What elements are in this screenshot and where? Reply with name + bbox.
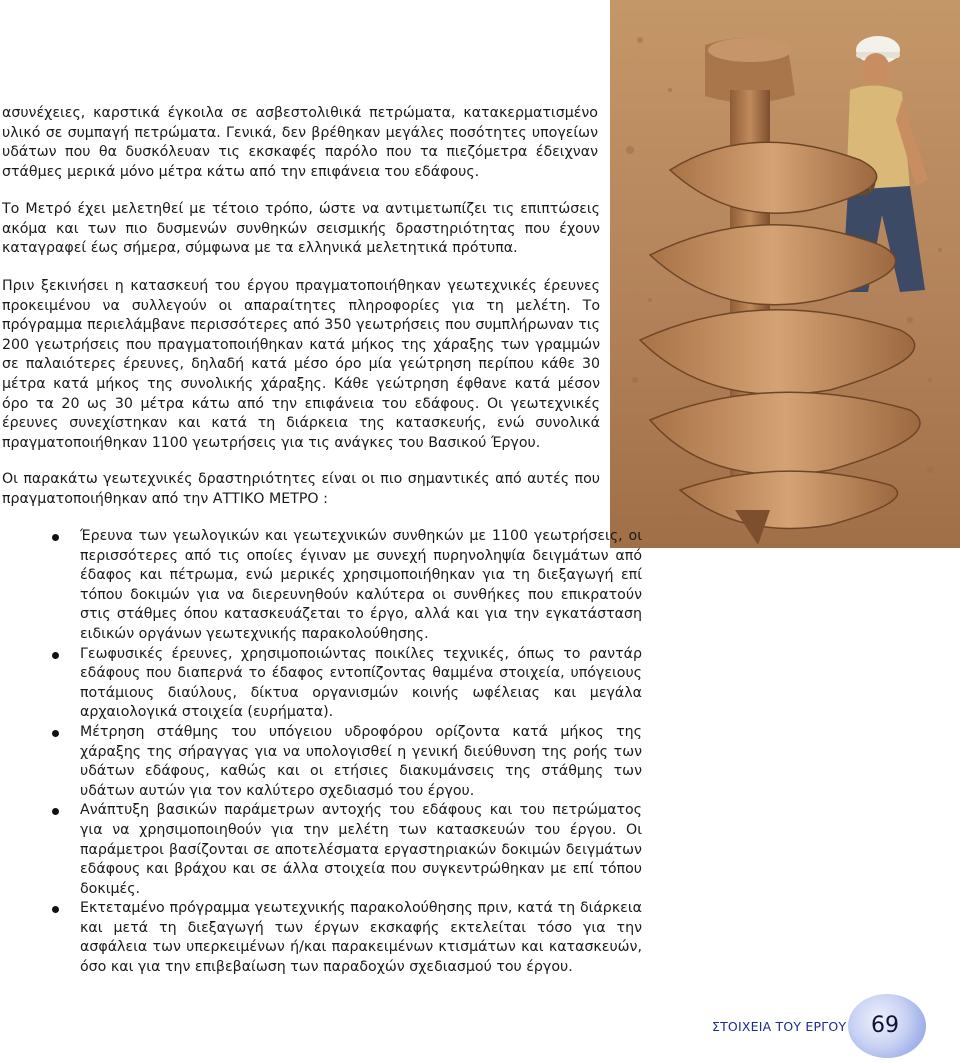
paragraph-geotechnical-surveys: Πριν ξεκινήσει η κατασκευή του έργου πραγματοποιήθηκαν γεωτεχνικές έρευνες προκειμένου να συλλεγούν οι απαραίτητες πληροφορίες για τη μελέτη. Το πρόγραμμα περιελάμβανε περισσότερες από 350 γεωτρήσεις που συμπλήρωναν τις 200 γεωτρήσεις που πραγματοποιήθηκαν κατά μήκος της χάραξης των γραμμών σε παλαιότερες έρευνες, δηλαδή κατά μέσο όρο μία γεώτρηση περίπου κάθε 30 μέτρα κατά μήκος της συνολικής χάραξης. Κάθε γεώτρηση έφθανε κατά μέσον όρο τα 20 ως 30 μέτρα κάτω από την επιφάνεια του εδάφους. Οι γεωτεχνικές έρευνες συνεχίστηκαν και κατά τη διάρκεια της κατασκευής, ενώ συνολικά πραγματοποιήθηκαν 1100 γεωτρήσεις για τις ανάγκες του Βασικού Έργου.	[2, 278, 600, 451]
auger-drill-icon	[610, 0, 960, 548]
paragraph-groundwater: ασυνέχειες, καρστικά έγκοιλα σε ασβεστολιθικά πετρώματα, κατακερματισμένο υλικό σε συμπαγή πετρώματα. Γενικά, δεν βρέθηκαν μεγάλες ποσότητες υπογείων υδάτων που θα δυσκόλευαν τις εκσκαφές παρόλο που τα πιεζόμετρα έδειχναν στάθμες μερικά μόνο μέτρα κάτω από την επιφάνεια του εδάφους.	[2, 105, 598, 180]
list-item	[0, 899, 642, 977]
paragraph-activities-intro: Οι παρακάτω γεωτεχνικές δραστηριότητες είναι οι πιο σημαντικές από αυτές που πραγματοποιήθηκαν από την ΑΤΤΙΚΟ ΜΕΤΡΟ :	[2, 471, 600, 507]
list-item	[0, 801, 642, 899]
list-item-text: Έρευνα των γεωλογικών και γεωτεχνικών συνθηκών με 1100 γεωτρήσεις, οι περισσότερες από τις οποίες έγιναν με συνεχή πυρηνοληψία δειγμάτων από έδαφος και πέτρωμα, ενώ μερικές χρησιμοποιήθηκαν για τη διεξαγωγή επί τόπου δοκιμών για να διερευνηθούν καλύτερα οι συνθήκες που επικρατούν στις στάθμες όπου κατασκευάζεται το έργο, αλλά και για την εγκατάσταση ειδικών οργάνων γεωτεχνικής παρακολούθησης.	[80, 528, 642, 642]
footer-section-label: ΣΤΟΙΧΕΙΑ ΤΟΥ ΕΡΓΟΥ	[712, 1019, 847, 1034]
geotechnical-activities-list	[0, 527, 642, 978]
bullet-icon	[52, 652, 59, 659]
list-item	[0, 645, 642, 723]
paragraph-seismic: Το Μετρό έχει μελετηθεί με τέτοιο τρόπο, ώστε να αντιμετωπίζει τις επιπτώσεις ακόμα και των πιο δυσμενών συνθηκών σεισμικής δραστηριότητας που έχουν καταγραφεί έως σήμερα, σύμφωνα με τα ελληνικά μελετητικά πρότυπα.	[2, 201, 600, 257]
bullet-icon	[52, 534, 59, 541]
list-item	[0, 527, 642, 645]
page-number: 69	[871, 1013, 899, 1038]
bullet-icon	[52, 808, 59, 815]
bullet-icon	[52, 906, 59, 913]
list-item	[0, 723, 642, 801]
auger-drill-photo	[610, 0, 960, 548]
list-item-text: Μέτρηση στάθμης του υπόγειου υδροφόρου ορίζοντα κατά μήκος της χάραξης της σήραγγας για να υπολογισθεί η γενική διεύθυνση της ροής των υδάτων εδάφους, καθώς και οι ετήσιες διακυμάνσεις της στάθμης των υδάτων αυτών για τον καλύτερο σχεδιασμό του έργου.	[80, 723, 642, 799]
list-item-text: Γεωφυσικές έρευνες, χρησιμοποιώντας ποικίλες τεχνικές, όπως το ραντάρ εδάφους που διαπερνά το έδαφος εντοπίζοντας θαμμένα στοιχεία, υπόγειους ποτάμιους διαύλους, δίκτυα οργανισμών κοινής ωφέλειας και μεγάλα αρχαιολογικά στοιχεία (ευρήματα).	[80, 645, 642, 721]
bullet-icon	[52, 730, 59, 737]
list-item-text: Ανάπτυξη βασικών παράμετρων αντοχής του εδάφους και του πετρώματος για να χρησιμοποιηθούν για την μελέτη των κατασκευών του έργου. Οι παράμετροι βασίζονται σε αποτελέσματα εργαστηριακών δοκιμών δειγμάτων εδάφους και βράχου και σε άλλα στοιχεία που συγκεντρώθηκαν με επί τόπου δοκιμές.	[80, 802, 642, 897]
list-item-text: Εκτεταμένο πρόγραμμα γεωτεχνικής παρακολούθησης πριν, κατά τη διάρκεια και μετά τη διεξαγωγή των έργων εκσκαφής εκτελείται τόσο για την ασφάλεια των υπερκειμένων ή/και παρακειμένων κτισμάτων και κατασκευών, όσο και για την επιβεβαίωση των παραδοχών σχεδιασμού του έργου.	[80, 900, 642, 976]
